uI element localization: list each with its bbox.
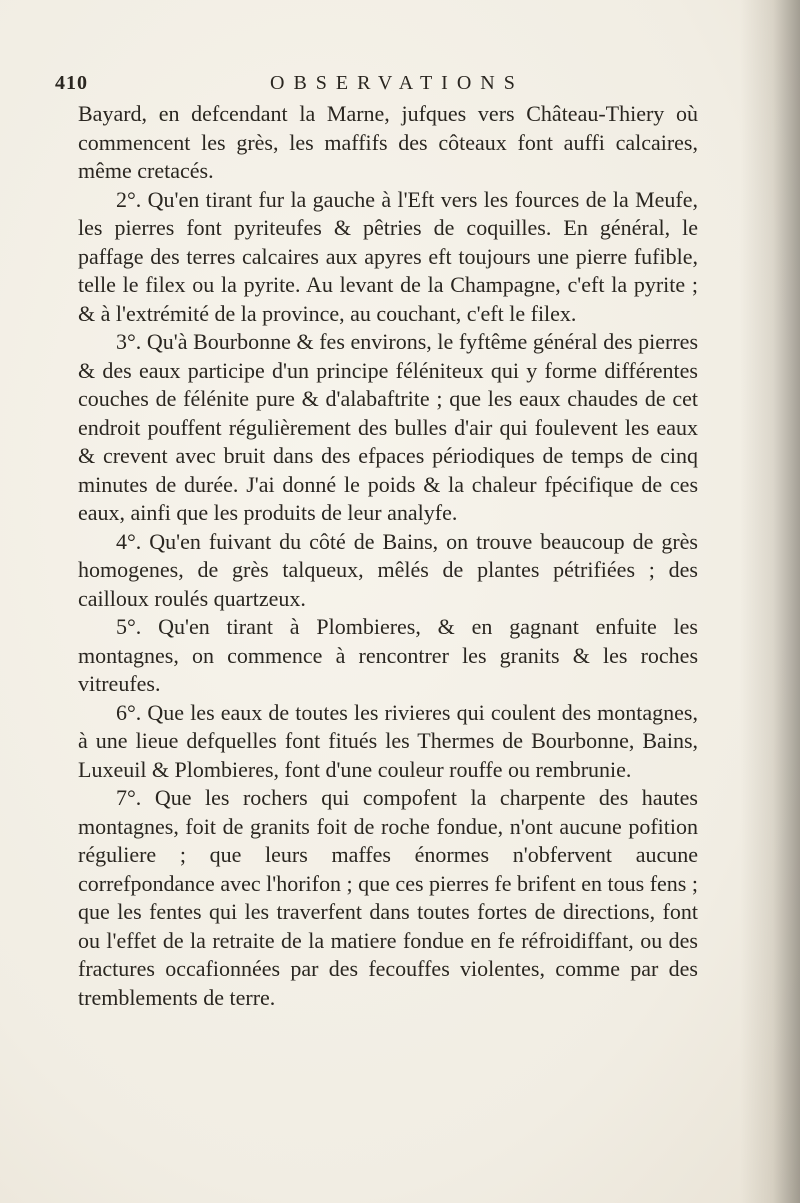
page-edge-shadow	[740, 0, 800, 1203]
paragraph-item-6: 6°. Que les eaux de toutes les rivieres qui coulent des montagnes, à une lieue defquelles font fitués les Thermes de Bourbonne, Bains, Luxeuil & Plombieres, font d'une couleur rouffe ou rembrunie.	[78, 699, 698, 782]
paragraph-item-5: 5°. Qu'en tirant à Plombieres, & en gagnant enfuite les montagnes, on commence à rencontrer les granits & les roches vitreufes.	[78, 614, 698, 696]
page-number: 410	[55, 72, 88, 94]
paragraph-item-7: 7°. Que les rochers qui compofent la charpente des hautes montagnes, foit de granits foit de roche fondue, n'ont aucune pofition réguliere ; que leurs maffes énormes n'obfervent aucune correfpondance avec l'horifon ; que ces pierres fe brifent en tous fens ; que les fentes qui les traverfent dans toutes fortes de directions, font ou l'effet de la retraite de la matiere fondue en fe réfroidiffant, ou des fractures occafionnées par des fecouffes violentes, comme par des tremblements de terre.	[78, 785, 698, 1010]
paragraph-item-4: 4°. Qu'en fuivant du côté de Bains, on trouve beaucoup de grès homogenes, de grès talqueux, mêlés de plantes pétrifiées ; des cailloux roulés quartzeux.	[78, 528, 698, 611]
paragraph-item-2: 2°. Qu'en tirant fur la gauche à l'Eft vers les fources de la Meufe, les pierres font pyriteufes & pêtries de coquilles. En général, le paffage des terres calcaires aux apyres eft toujours une pierre fufible, telle le filex ou la pyrite. Au levant de la Champagne, c'eft la pyrite ; & à l'extrémité de la province, au couchant, c'eft le filex.	[78, 186, 698, 326]
running-title: OBSERVATIONS	[270, 72, 524, 94]
page-header	[55, 72, 695, 102]
paragraph-continuation: Bayard, en defcendant la Marne, jufques vers Château-Thiery où commencent les grès, les maffifs des côteaux font auffi calcaires, même cretacés.	[78, 101, 698, 183]
body-text	[78, 100, 698, 1012]
paragraph-item-3: 3°. Qu'à Bourbonne & fes environs, le fyftême général des pierres & des eaux participe d'un principe féléniteux qui y forme différentes couches de félénite pure & d'alabaftrite ; que les eaux chaudes de cet endroit pouffent régulièrement des bulles d'air qui foulevent les eaux & crevent avec bruit dans des efpaces périodiques de temps de cinq minutes de durée. J'ai donné le poids & la chaleur fpécifique de ces eaux, ainfi que les produits de leur analyfe.	[78, 329, 698, 525]
